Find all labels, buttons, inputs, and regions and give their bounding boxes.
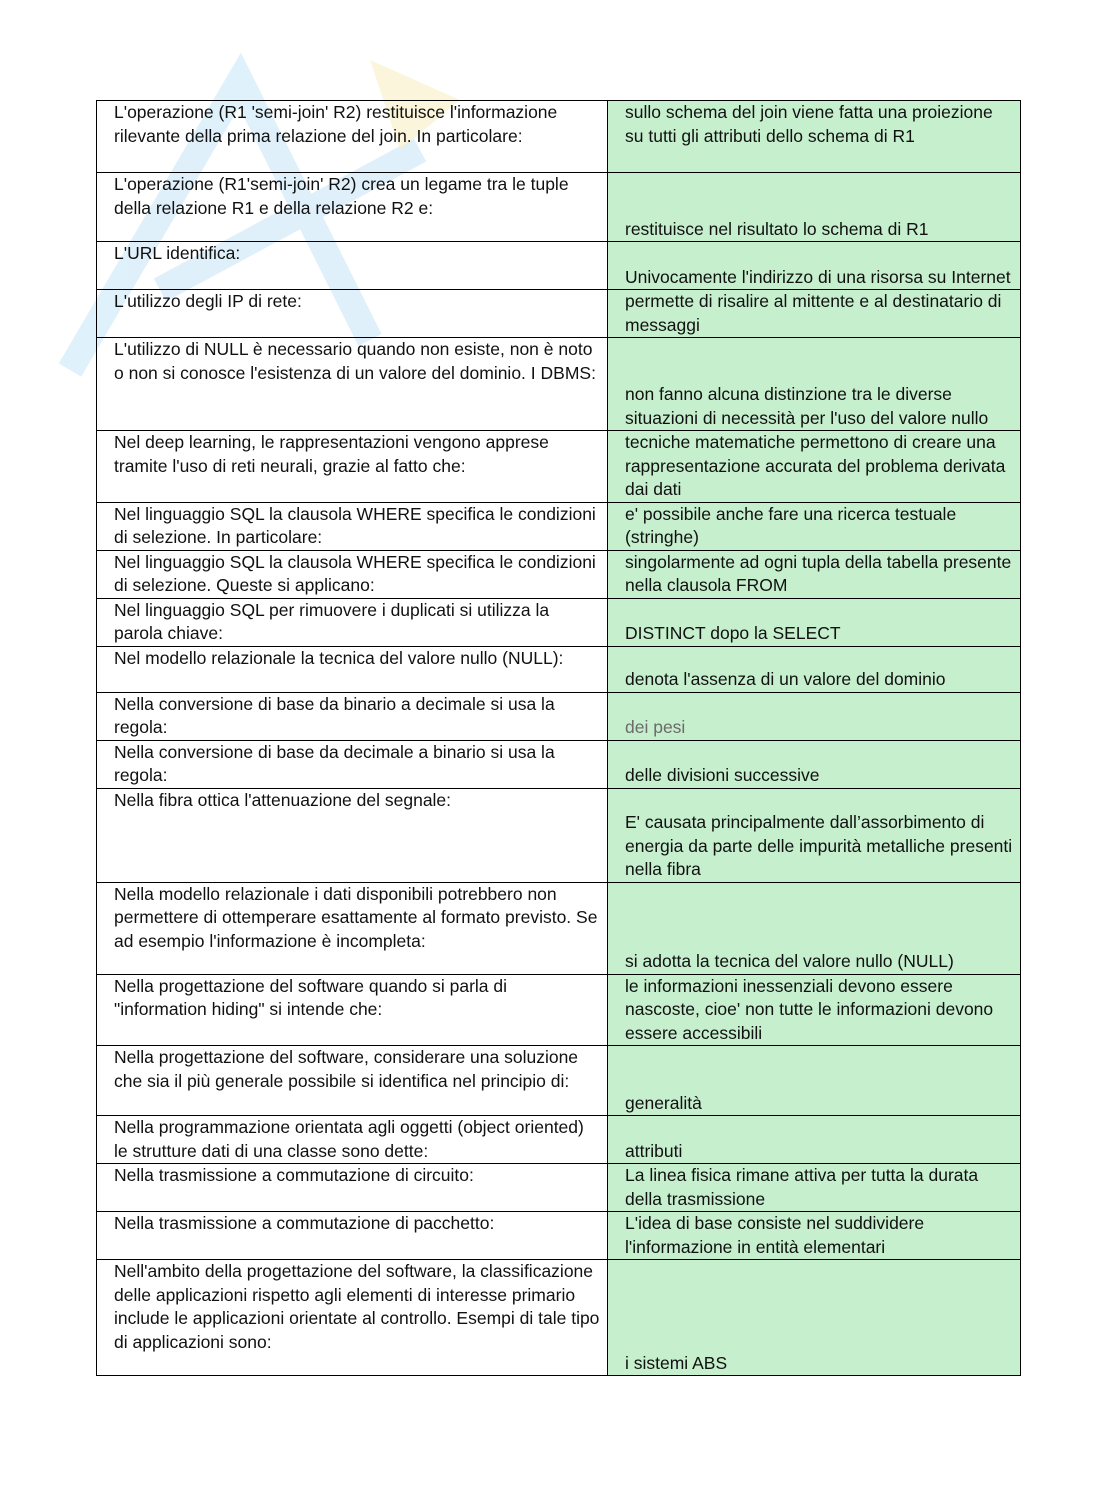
question-cell: Nella fibra ottica l'attenuazione del segnale: xyxy=(97,788,608,882)
question-cell: Nel linguaggio SQL la clausola WHERE specifica le condizioni di selezione. Queste si applicano: xyxy=(97,550,608,598)
question-cell: Nella progettazione del software, considerare una soluzione che sia il più generale possibile si identifica nel principio di: xyxy=(97,1046,608,1116)
answer-cell: dei pesi xyxy=(608,692,1021,740)
table-row xyxy=(97,646,1021,692)
question-cell: Nella conversione di base da decimale a binario si usa la regola: xyxy=(97,740,608,788)
question-cell: Nella modello relazionale i dati disponibili potrebbero non permettere di ottemperare esattamente al formato previsto. Se ad esempio l'informazione è incompleta: xyxy=(97,882,608,974)
question-cell: Nella trasmissione a commutazione di pacchetto: xyxy=(97,1212,608,1260)
answer-cell: attributi xyxy=(608,1116,1021,1164)
table-row xyxy=(97,740,1021,788)
question-cell: Nella programmazione orientata agli oggetti (object oriented) le strutture dati di una classe sono dette: xyxy=(97,1116,608,1164)
answer-cell: Univocamente l'indirizzo di una risorsa su Internet xyxy=(608,242,1021,290)
question-cell: L'URL identifica: xyxy=(97,242,608,290)
answer-cell: i sistemi ABS xyxy=(608,1260,1021,1376)
question-cell: Nel deep learning, le rappresentazioni vengono apprese tramite l'uso di reti neurali, grazie al fatto che: xyxy=(97,431,608,503)
table-row xyxy=(97,431,1021,503)
answer-cell: E' causata principalmente dall’assorbimento di energia da parte delle impurità metalliche presenti nella fibra xyxy=(608,788,1021,882)
table-row xyxy=(97,1260,1021,1376)
answer-cell: denota l'assenza di un valore del dominio xyxy=(608,646,1021,692)
table-row xyxy=(97,1116,1021,1164)
question-cell: L'utilizzo di NULL è necessario quando non esiste, non è noto o non si conosce l'esistenza di un valore del dominio. I DBMS: xyxy=(97,338,608,431)
table-row xyxy=(97,242,1021,290)
table-row xyxy=(97,502,1021,550)
answer-cell: le informazioni inessenziali devono essere nascoste, cioe' non tutte le informazioni devono essere accessibili xyxy=(608,974,1021,1046)
question-cell: Nella trasmissione a commutazione di circuito: xyxy=(97,1164,608,1212)
table-row xyxy=(97,788,1021,882)
answer-cell: delle divisioni successive xyxy=(608,740,1021,788)
question-cell: L'utilizzo degli IP di rete: xyxy=(97,290,608,338)
answer-cell: L'idea di base consiste nel suddividere l'informazione in entità elementari xyxy=(608,1212,1021,1260)
table-row xyxy=(97,1164,1021,1212)
question-cell: Nella conversione di base da binario a decimale si usa la regola: xyxy=(97,692,608,740)
question-cell: L'operazione (R1'semi-join' R2) crea un legame tra le tuple della relazione R1 e della relazione R2 e: xyxy=(97,173,608,242)
table-row xyxy=(97,173,1021,242)
answer-cell: permette di risalire al mittente e al destinatario di messaggi xyxy=(608,290,1021,338)
answer-cell: DISTINCT dopo la SELECT xyxy=(608,598,1021,646)
qa-table xyxy=(96,100,1021,1376)
answer-cell: La linea fisica rimane attiva per tutta la durata della trasmissione xyxy=(608,1164,1021,1212)
question-cell: Nel linguaggio SQL per rimuovere i duplicati si utilizza la parola chiave: xyxy=(97,598,608,646)
answer-cell: si adotta la tecnica del valore nullo (NULL) xyxy=(608,882,1021,974)
table-row xyxy=(97,598,1021,646)
answer-cell: singolarmente ad ogni tupla della tabella presente nella clausola FROM xyxy=(608,550,1021,598)
table-row xyxy=(97,101,1021,173)
table-row xyxy=(97,338,1021,431)
answer-cell: generalità xyxy=(608,1046,1021,1116)
table-row xyxy=(97,692,1021,740)
answer-cell: restituisce nel risultato lo schema di R1 xyxy=(608,173,1021,242)
question-cell: Nell'ambito della progettazione del software, la classificazione delle applicazioni rispetto agli elementi di interesse primario include le applicazioni orientate al controllo. Esempi di tale tipo di applicazioni sono: xyxy=(97,1260,608,1376)
table-row xyxy=(97,1212,1021,1260)
question-cell: L'operazione (R1 'semi-join' R2) restituisce l'informazione rilevante della prima relazione del join. In particolare: xyxy=(97,101,608,173)
table-row xyxy=(97,1046,1021,1116)
answer-cell: tecniche matematiche permettono di creare una rappresentazione accurata del problema derivata dai dati xyxy=(608,431,1021,503)
table-row xyxy=(97,974,1021,1046)
answer-cell: e' possibile anche fare una ricerca testuale (stringhe) xyxy=(608,502,1021,550)
question-cell: Nel linguaggio SQL la clausola WHERE specifica le condizioni di selezione. In particolare: xyxy=(97,502,608,550)
question-cell: Nel modello relazionale la tecnica del valore nullo (NULL): xyxy=(97,646,608,692)
table-row xyxy=(97,550,1021,598)
table-row xyxy=(97,290,1021,338)
table-row xyxy=(97,882,1021,974)
answer-cell: sullo schema del join viene fatta una proiezione su tutti gli attributi dello schema di R1 xyxy=(608,101,1021,173)
question-cell: Nella progettazione del software quando si parla di "information hiding" si intende che: xyxy=(97,974,608,1046)
answer-cell: non fanno alcuna distinzione tra le diverse situazioni di necessità per l'uso del valore nullo xyxy=(608,338,1021,431)
